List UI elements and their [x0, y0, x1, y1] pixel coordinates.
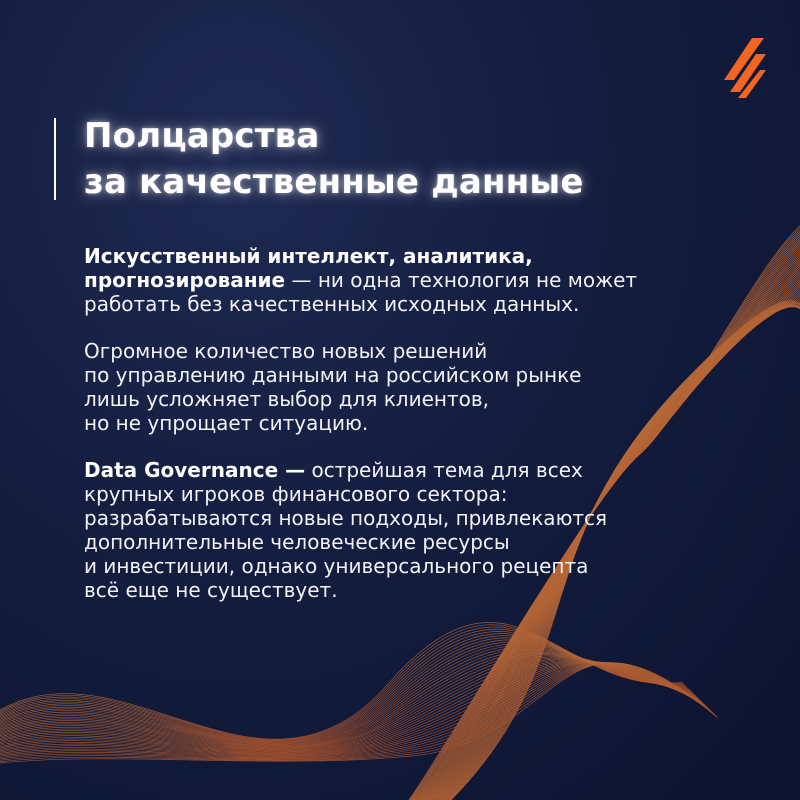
headline-accent-bar [54, 118, 56, 200]
paragraph-2-line: лишь усложняет выбор для клиентов, [84, 387, 489, 411]
paragraph-3-line: и инвестиции, однако универсального рецепта [84, 554, 589, 578]
paragraph-3-line: всё еще не существует. [84, 578, 338, 602]
paragraph-2-line: по управлению данными на российском рынке [84, 363, 582, 387]
paragraph-3 [84, 458, 764, 602]
paragraph-1-line-2 [84, 268, 764, 292]
paragraph-1-line-2-rest: — ни одна технология не может [285, 268, 638, 292]
paragraph-3-line-1-rest: острейшая тема для всех [305, 458, 583, 482]
paragraph-2 [84, 339, 764, 435]
paragraph-2-line: Огромное количество новых решений [84, 339, 488, 363]
paragraph-1-bold-term: прогнозирование [84, 268, 286, 292]
wave-line [0, 662, 708, 755]
paragraph-3-line: дополнительные человеческие ресурсы [84, 530, 510, 554]
paragraph-3-line: крупных игроков финансового сектора: [84, 482, 508, 506]
paragraph-1 [84, 244, 764, 316]
wave-line [0, 655, 698, 749]
wave-line [0, 663, 715, 761]
wave-line [0, 663, 718, 764]
paragraph-2-line: но не упрощает ситуацию. [84, 411, 369, 435]
paragraph-1-line-1: Искусственный интеллект, аналитика, [84, 244, 533, 268]
paragraph-3-bold-term: Data Governance — [84, 458, 306, 482]
paragraph-3-line: разрабатываются новые подходы, привлекаются [84, 506, 608, 530]
paragraph-3-line-1 [84, 458, 764, 482]
title-line-2: за качественные данные [84, 162, 584, 202]
wave-line [0, 636, 688, 743]
orange-slanted-stripes-logo-icon [720, 36, 766, 100]
title-line-1: Полцарства [84, 116, 320, 156]
wave-line [0, 622, 682, 739]
body-text [84, 244, 764, 625]
page-title [84, 113, 584, 205]
paragraph-1-line-3: работать без качественных исходных данных. [84, 292, 580, 316]
